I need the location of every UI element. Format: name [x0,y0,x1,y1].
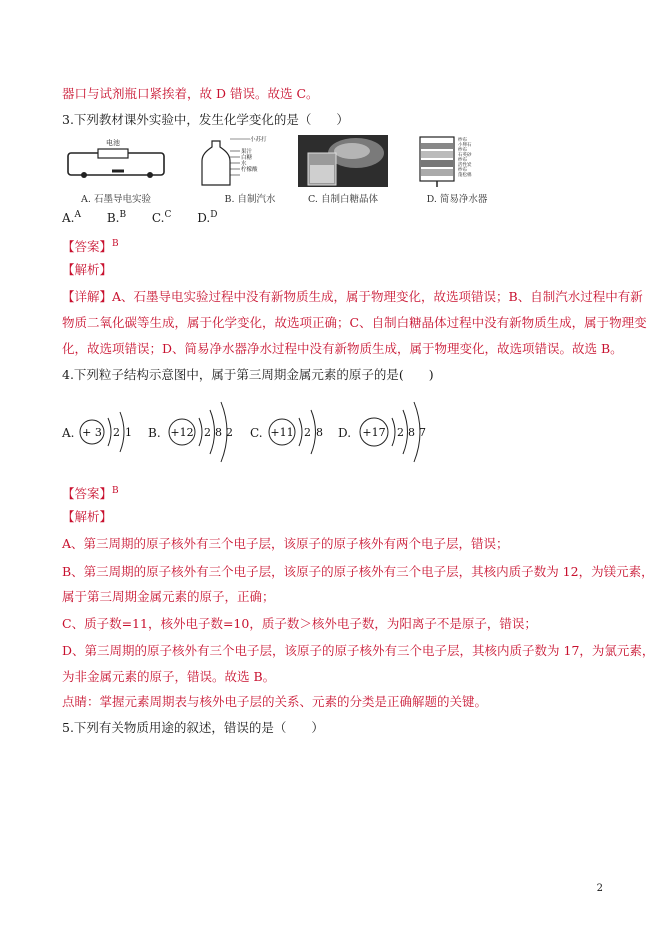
question-4-analysis-line: D、第三周期的原子核外有三个电子层，该原子的原子核外有三个电子层，其核内质子数为 17，为氯元素， [62,643,655,658]
svg-text:石英砂: 石英砂 [458,153,472,158]
svg-text:7: 7 [419,426,426,439]
svg-text:白糖: 白糖 [241,155,253,161]
question-4-analysis-line: B、第三周期的原子核外有三个电子层，该原子的原子核外有三个电子层，其核内质子数为 12，为镁元素， [62,564,654,579]
svg-text:纱布: 纱布 [458,158,467,163]
svg-text:小苏打: 小苏打 [250,137,267,143]
question-3-detail-line: 化，故选项错误；D、简易净水器净水过程中没有新物质生成，属于物理变化，故选项错误。故选 B。 [62,341,623,356]
svg-text:+ 3: + 3 [82,426,102,439]
svg-text:2: 2 [226,426,233,439]
svg-text:纱布: 纱布 [458,168,467,173]
svg-text:水: 水 [241,161,247,167]
svg-text:2: 2 [204,426,211,439]
svg-text:纱布: 纱布 [458,138,467,143]
atom-option-b: B. +12 2 8 2 [148,392,248,472]
question-3-options [62,210,239,225]
battery-label: 电池 [106,139,120,147]
caption-b: B. 自制汽水 [224,194,276,205]
circuit-drawing [62,135,170,187]
bottle-drawing [200,135,300,189]
caption-d: D. 简易净水器 [426,194,488,205]
svg-text:+12: +12 [170,426,194,439]
atom-option-d: D. +17 2 8 7 [338,392,448,472]
purifier-drawing [412,135,502,189]
question-3-detail-line: 物质二氧化碳等生成，属于化学变化，故选项正确；C、自制白糖晶体过程中没有新物质生成，属于物理变 [62,315,647,330]
figure-a-graphite-circuit [62,135,170,203]
svg-text:2: 2 [397,426,404,439]
svg-text:8: 8 [316,426,323,439]
svg-text:果汁: 果汁 [241,149,253,155]
question-4-atom-diagrams [62,392,462,482]
question-5-stem: 5.下列有关物质用途的叙述，错误的是（ ） [62,720,324,735]
svg-text:纱布: 纱布 [458,148,467,153]
svg-text:活性炭: 活性炭 [458,163,472,168]
atom-option-c: C. +11 2 8 [250,392,338,472]
caption-a: A. 石墨导电实验 [81,194,151,205]
figure-d-water-purifier [412,135,502,203]
question-4-analysis-line: C、质子数=11，核外电子数=10，质子数＞核外电子数，为阳离子不是原子，错误； [62,616,537,631]
option-b: B.$^B$ [106,210,127,225]
question-4-analysis-label: 【解析】 [62,509,113,524]
question-4-key-point: 点睛：掌握元素周期表与核外电子层的关系、元素的分类是正确解题的关键。 [62,694,488,709]
option-c: C.$^C$ [151,210,172,225]
question-3-answer: 【答案】$^B$ [62,239,119,255]
question-4-answer: 【答案】$^B$ [62,486,119,502]
svg-text:+11: +11 [270,426,294,439]
caption-c: C. 自制白糖晶体 [308,194,378,205]
svg-text:柠檬酸: 柠檬酸 [241,167,258,173]
question-3-detail-line: 【详解】A、石墨导电实验过程中没有新物质生成，属于物理变化，故选项错误；B、自制汽水过程中有新 [62,289,643,304]
question-4-stem: 4.下列粒子结构示意图中，属于第三周期金属元素的原子的是( ) [62,367,434,382]
question-4-analysis-line: 为非金属元素的原子，错误。故选 B。 [62,669,276,684]
svg-text:2: 2 [113,426,120,439]
svg-text:8: 8 [215,426,222,439]
svg-text:蓬松棉: 蓬松棉 [458,173,472,178]
question-3-stem: 3.下列教材课外实验中，发生化学变化的是（ ） [62,112,349,127]
page-number: 2 [596,883,603,894]
svg-text:2: 2 [304,426,311,439]
option-d: D.$^D$ [197,210,218,225]
question-3-figures [62,135,502,205]
svg-text:8: 8 [408,426,415,439]
svg-text:+17: +17 [362,426,386,439]
prev-answer-tail: 器口与试剂瓶口紧挨着，故 D 错误。故选 C。 [62,86,319,101]
question-4-analysis-line: A、第三周期的原子核外有三个电子层，该原子的原子核外有两个电子层，错误； [62,536,509,551]
svg-text:小卵石: 小卵石 [458,143,472,148]
crystal-photo [298,135,388,187]
figure-c-sugar-crystal [298,135,388,203]
atom-option-a: A. + 3 2 1 [62,392,142,472]
option-a: A.$^A$ [62,210,81,225]
figure-b-soda-bottle [200,135,300,203]
question-4-analysis-line: 属于第三周期金属元素的原子，正确； [62,589,275,604]
svg-text:1: 1 [125,426,132,439]
question-3-analysis-label: 【解析】 [62,262,113,277]
